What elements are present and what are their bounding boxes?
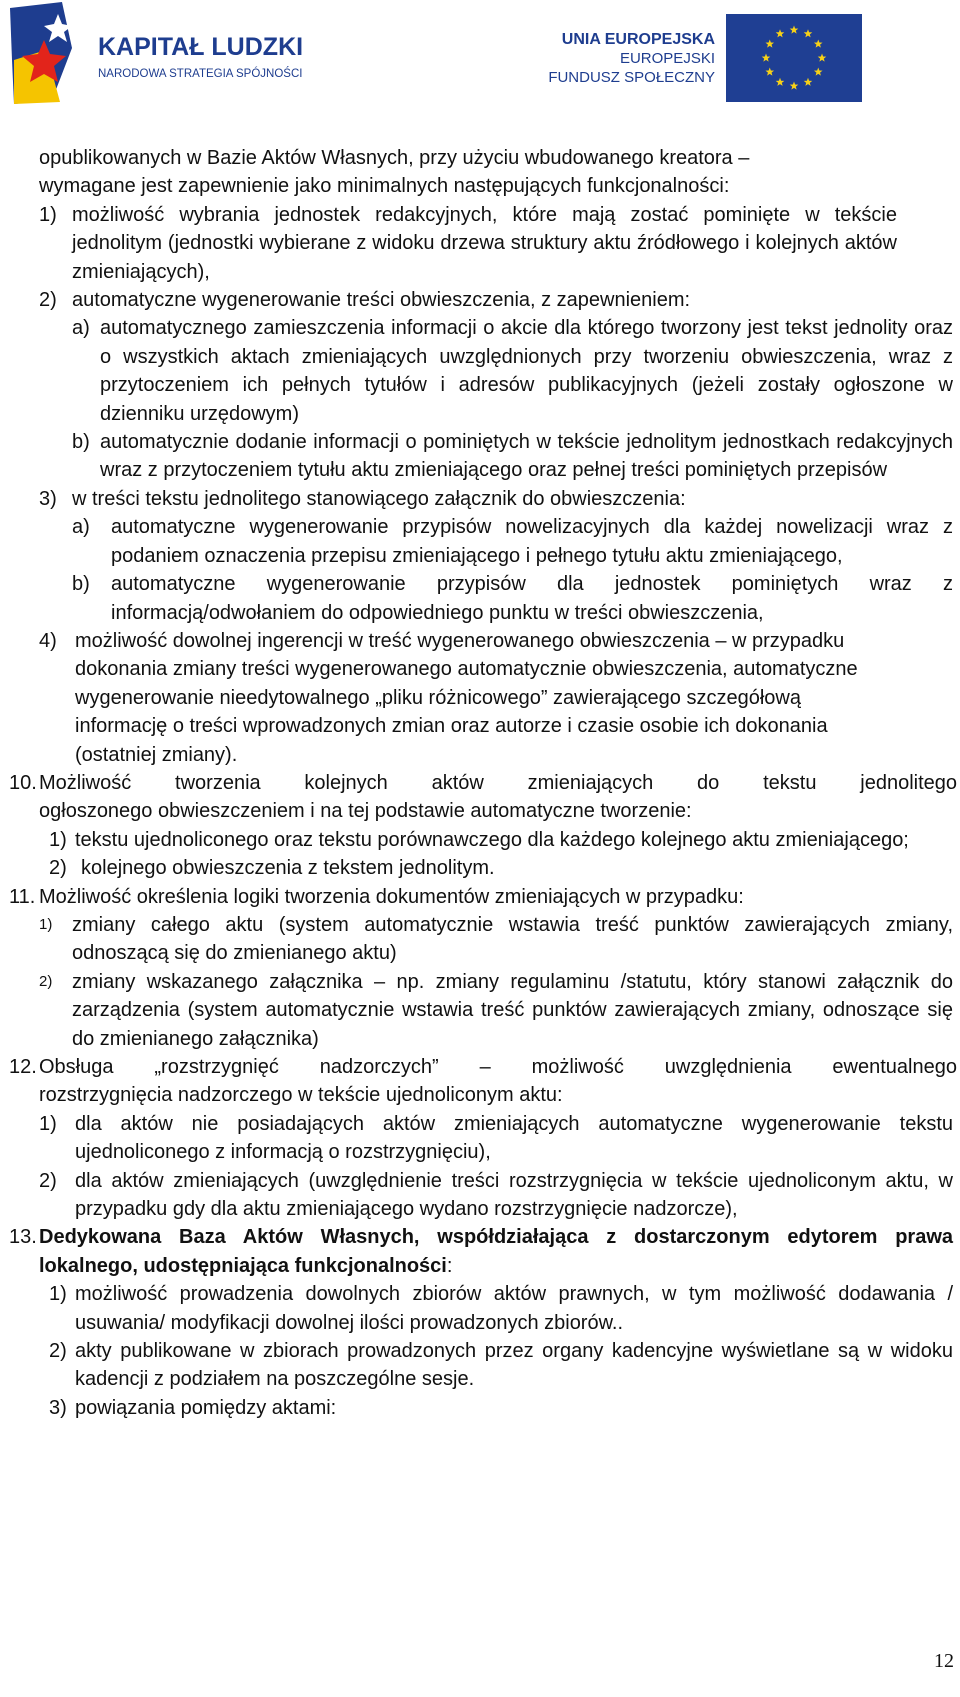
list-letter: b) xyxy=(72,431,90,454)
item-text: Możliwość określenia logiki tworzenia dokumentów zmieniających w przypadku: xyxy=(39,885,744,908)
item-13-2 xyxy=(49,1337,957,1394)
item-12-2 xyxy=(39,1167,957,1224)
list-item-3 xyxy=(39,485,957,513)
list-text: kolejnego obwieszczenia z tekstem jednolitym. xyxy=(81,857,495,880)
item-number: 11. xyxy=(9,885,36,908)
list-text: zmiany całego aktu (system automatycznie wstawia treść punktów zawierających zmiany, odnoszącą się do zmienianego aktu) xyxy=(72,913,953,965)
list-number: 1) xyxy=(39,203,57,226)
list-text: możliwość prowadzenia dowolnych zbiorów aktów prawnych, w tym możliwość dodawania / usuwania/ modyfikacji dowolnej ilości prowadzonych zbiorów.. xyxy=(75,1283,953,1334)
kapital-ludzki-logo xyxy=(0,0,340,110)
intro-line-2: wymagane jest zapewnienie jako minimalnych następujących funkcjonalności: xyxy=(39,175,730,198)
item-12-1 xyxy=(39,1110,957,1167)
eu-line3: FUNDUSZ SPOŁECZNY xyxy=(548,69,715,86)
document-body xyxy=(9,144,957,1422)
item-11-2 xyxy=(39,968,957,1053)
eu-line2: EUROPEJSKI xyxy=(619,50,715,67)
item-12 xyxy=(9,1053,957,1081)
list-text: akty publikowane w zbiorach prowadzonych przez organy kadencyjne wyświetlane są w widoku kadencji z podziałem na poszczególne sesje. xyxy=(75,1340,953,1391)
list-item-3a xyxy=(72,513,957,570)
eu-line1: UNIA EUROPEJSKA xyxy=(561,31,715,48)
item-heading: Dedykowana Baza Aktów Własnych, współdziałająca z dostarczonym edytorem prawa lokalnego, udostępniająca funkcjonalności xyxy=(39,1226,953,1277)
list-item-3b xyxy=(72,570,957,627)
list-number: 1) xyxy=(39,1112,57,1135)
page-header xyxy=(0,0,960,112)
item-text-line1: Możliwość tworzenia kolejnych aktów zmieniających do tekstu jednolitego xyxy=(39,771,957,794)
item-number: 13. xyxy=(9,1226,37,1249)
list-text: automatycznie dodanie informacji o pominiętych w tekście jednolitym jednostkach redakcyjnych wraz z przytoczeniem tytułu aktu zmieniającego oraz pełnej treści pominiętych przepisów xyxy=(100,431,953,482)
list-letter: b) xyxy=(72,573,90,596)
item-10-1 xyxy=(49,826,957,854)
item-number: 12. xyxy=(9,1056,37,1078)
list-text: dla aktów zmieniających (uwzględnienie treści rozstrzygnięcia w tekście ujednoliconym aktu, w przypadku gdy dla aktu zmieniającego wydano rozstrzygnięcie nadzorcze), xyxy=(75,1169,953,1221)
item-11-1 xyxy=(39,911,957,968)
list-text: automatycznego zamieszczenia informacji o akcie dla którego tworzony jest tekst jednolity oraz o wszystkich aktach zmieniających uwzględnionych przy tworzeniu obwieszczenia, wraz z przytoczeniem ich pełnych tytułów i adresów publikacyjnych (jeżeli zostały ogłoszone w dzienniku urzędowym) xyxy=(100,317,953,425)
item-colon: : xyxy=(446,1254,453,1277)
list-number: 2) xyxy=(49,857,67,880)
item-10-line2: ogłoszonego obwieszczeniem i na tej podstawie automatyczne tworzenie: xyxy=(39,800,692,823)
item-11 xyxy=(9,883,957,911)
list-number: 2) xyxy=(39,1169,57,1192)
list-item-2 xyxy=(39,286,957,314)
list-number: 3) xyxy=(39,487,57,510)
item-13-1 xyxy=(49,1280,957,1337)
list-item-2b xyxy=(72,428,957,485)
list-number: 1) xyxy=(49,828,67,851)
list-text: dla aktów nie posiadających aktów zmieniających automatyczne wygenerowanie tekstu ujednoliconego z informacją o rozstrzygnięciu), xyxy=(75,1112,953,1164)
page-number: 12 xyxy=(934,1650,954,1672)
intro-line-1: opublikowanych w Bazie Aktów Własnych, przy użyciu wbudowanego kreatora – xyxy=(39,147,750,169)
list-number: 1) xyxy=(49,1283,67,1306)
list-number: 2) xyxy=(39,289,57,312)
list-number: 2) xyxy=(39,972,53,990)
kl-subtitle: NARODOWA STRATEGIA SPÓJNOŚCI xyxy=(98,68,303,80)
list-text: automatyczne wygenerowanie przypisów dla jednostek pominiętych wraz z informacją/odwołaniem do odpowiedniego punktu w treści obwieszczenia, xyxy=(111,573,953,624)
list-number: 4) xyxy=(39,629,57,652)
item-text-line1: Obsługa „rozstrzygnięć nadzorczych” – możliwość uwzględnienia ewentualnego xyxy=(39,1056,957,1078)
item-text xyxy=(39,1223,953,1280)
list-text: automatyczne wygenerowanie treści obwieszczenia, z zapewnieniem: xyxy=(72,289,691,312)
list-text: powiązania pomiędzy aktami: xyxy=(75,1396,337,1419)
list-text: możliwość dowolnej ingerencji w treść wygenerowanego obwieszczenia – w przypadku dokonania zmiany treści wygenerowanego automatycznie obwieszczenia, automatyczne wygenerowanie nieedytowalnego „pliku różnicowego” zawierającego szczegółową informację o treści wprowadzonych zmian oraz autorze i czasie osobie ich dokonania (ostatniej zmiany). xyxy=(75,629,858,766)
list-item-4 xyxy=(39,627,957,769)
item-number: 10. xyxy=(9,771,37,794)
eu-logo xyxy=(548,0,960,110)
list-text: w treści tekstu jednolitego stanowiącego załącznik do obwieszczenia: xyxy=(72,487,686,510)
list-letter: a) xyxy=(72,516,90,539)
list-item-2a xyxy=(72,314,957,428)
list-number: 1) xyxy=(39,915,53,933)
item-10-2 xyxy=(49,854,957,882)
list-text: automatyczne wygenerowanie przypisów nowelizacyjnych dla każdej nowelizacji wraz z podaniem oznaczenia przepisu zmieniającego i pełnego tytułu aktu zmieniającego, xyxy=(111,516,953,567)
item-10 xyxy=(9,769,957,797)
item-13-3 xyxy=(49,1394,957,1422)
item-13 xyxy=(9,1223,957,1280)
list-letter: a) xyxy=(72,317,90,340)
list-text: możliwość wybrania jednostek redakcyjnych, które mają zostać pominięte w tekście jednolitym (jednostki wybierane z widoku drzewa struktury aktu źródłowego i kolejnych aktów zmieniających), xyxy=(72,203,897,283)
list-number: 3) xyxy=(49,1396,67,1419)
list-number: 2) xyxy=(49,1340,67,1363)
item-12-line2: rozstrzygnięcia nadzorczego w tekście ujednoliconym aktu: xyxy=(39,1084,563,1107)
list-text: zmiany wskazanego załącznika – np. zmiany regulaminu /statutu, który stanowi załącznik do zarządzenia (system automatycznie wstawia treść punktów zawierających zmiany, odnoszące się do zmienianego załącznika) xyxy=(72,970,953,1050)
list-item-1 xyxy=(39,201,957,286)
kl-title: KAPITAŁ LUDZKI xyxy=(98,33,304,61)
list-text: tekstu ujednoliconego oraz tekstu porównawczego dla każdego kolejnego aktu zmieniającego; xyxy=(75,828,909,851)
